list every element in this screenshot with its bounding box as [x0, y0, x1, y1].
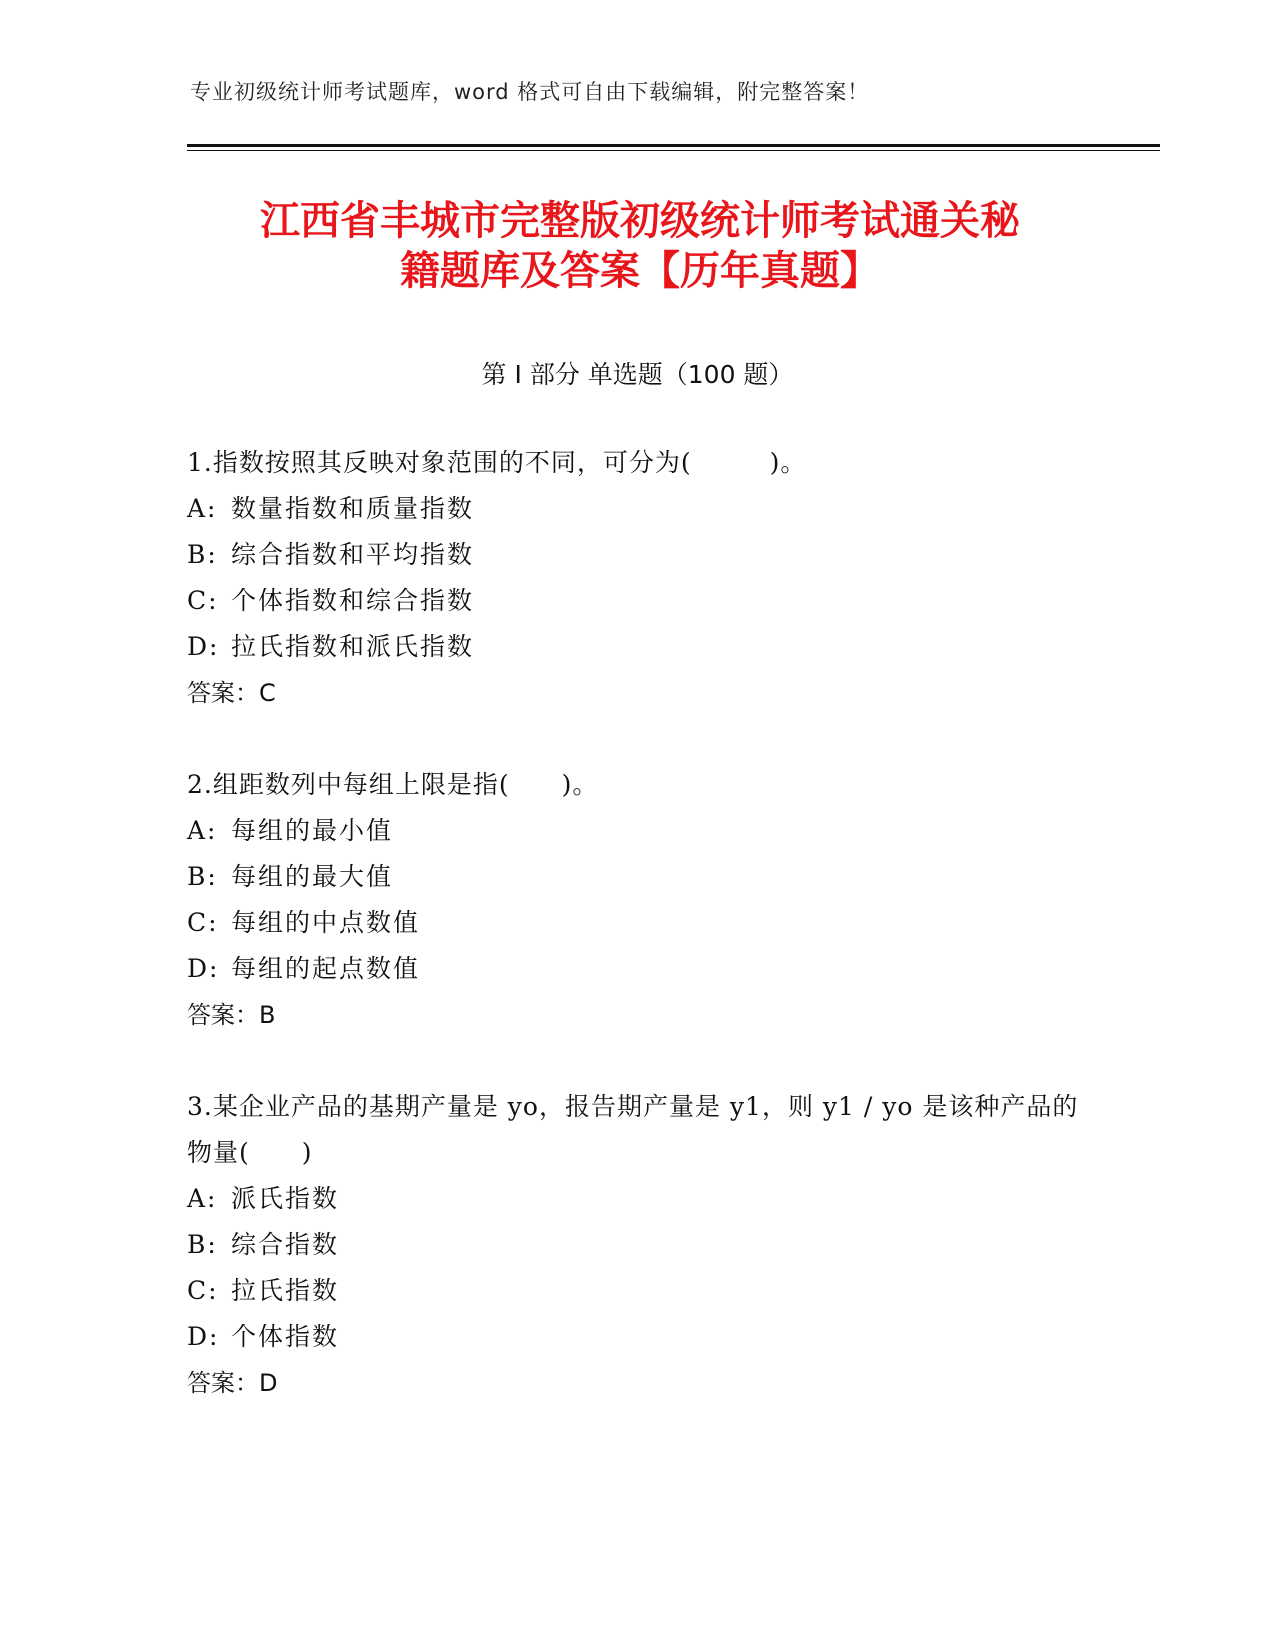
option-b: [187, 1222, 1087, 1268]
option-a: [187, 1176, 1087, 1222]
option-text: 每组的最大值: [231, 862, 394, 891]
header-divider-thick: [187, 144, 1160, 147]
option-text: 每组的最小值: [231, 816, 394, 845]
option-text: 每组的中点数值: [231, 908, 421, 937]
option-key: D:: [187, 1322, 220, 1351]
option-key: C:: [187, 908, 219, 937]
question-stem: 3.某企业产品的基期产量是 yo，报告期产量是 y1，则 y1 / yo 是该种产品的物量( ): [187, 1092, 1079, 1167]
option-text: 派氏指数: [231, 1184, 340, 1213]
option-c: [187, 1268, 1087, 1314]
question-stem: 1.指数按照其反映对象范围的不同，可分为( )。: [187, 448, 807, 477]
option-key: C:: [187, 586, 219, 615]
option-text: 综合指数: [231, 1230, 340, 1259]
answer: 答案：C: [187, 679, 276, 707]
document-title-line-1: 江西省丰城市完整版初级统计师考试通关秘: [260, 198, 1020, 244]
document-title-line-2: 籍题库及答案【历年真题】: [400, 248, 880, 294]
option-key: C:: [187, 1276, 219, 1305]
option-key: D:: [187, 954, 220, 983]
option-a: [187, 808, 1087, 854]
document-title: [160, 196, 1120, 296]
option-a: [187, 486, 1087, 532]
option-key: A:: [187, 816, 218, 845]
option-key: D:: [187, 632, 220, 661]
answer: 答案：B: [187, 1001, 276, 1029]
option-key: B:: [187, 540, 218, 569]
question-1: [187, 440, 1087, 716]
question-list: [187, 440, 1087, 1452]
question-stem: 2.组距数列中每组上限是指( )。: [187, 770, 599, 799]
option-text: 数量指数和质量指数: [231, 494, 475, 523]
section-title: 第 I 部分 单选题（100 题）: [481, 360, 794, 389]
option-text: 拉氏指数和派氏指数: [231, 632, 475, 661]
option-c: [187, 900, 1087, 946]
option-key: A:: [187, 494, 218, 523]
option-d: [187, 946, 1087, 992]
option-b: [187, 532, 1087, 578]
option-text: 个体指数: [231, 1322, 340, 1351]
header-divider-thin: [187, 150, 1160, 151]
option-text: 每组的起点数值: [231, 954, 421, 983]
option-text: 个体指数和综合指数: [231, 586, 475, 615]
option-key: B:: [187, 862, 218, 891]
header-note: 专业初级统计师考试题库，word 格式可自由下载编辑，附完整答案！: [190, 80, 870, 104]
option-text: 综合指数和平均指数: [231, 540, 475, 569]
option-text: 拉氏指数: [231, 1276, 340, 1305]
answer: 答案：D: [187, 1369, 278, 1397]
question-3: [187, 1084, 1087, 1406]
option-d: [187, 624, 1087, 670]
option-c: [187, 578, 1087, 624]
question-2: [187, 762, 1087, 1038]
option-d: [187, 1314, 1087, 1360]
option-key: B:: [187, 1230, 218, 1259]
option-key: A:: [187, 1184, 218, 1213]
option-b: [187, 854, 1087, 900]
